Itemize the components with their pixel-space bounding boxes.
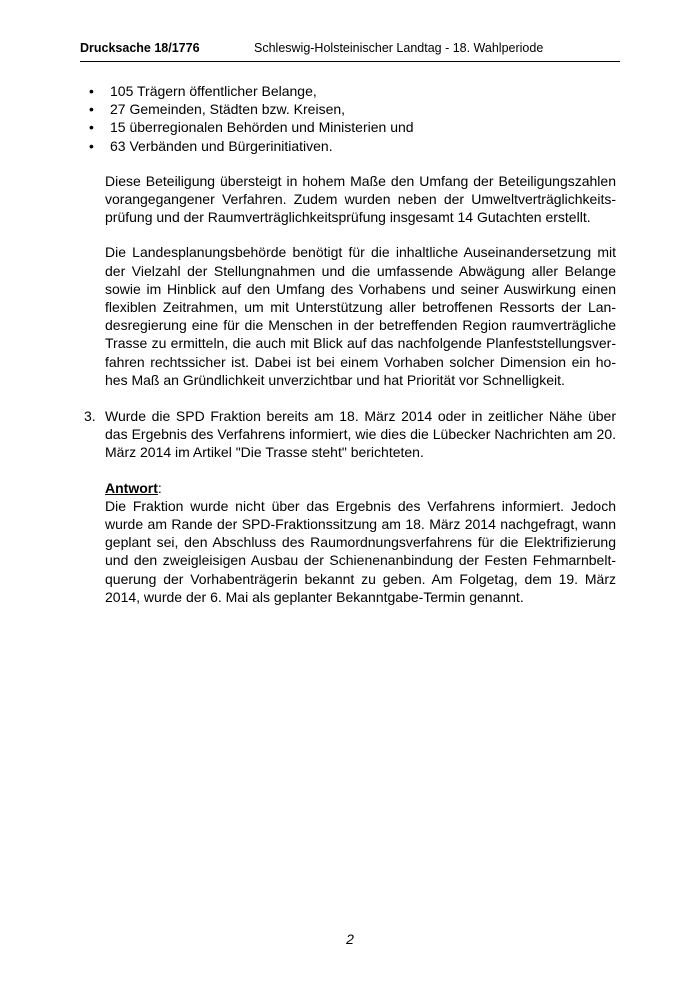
page-content — [84, 82, 617, 606]
parliament-title: Schleswig-Holsteinischer Landtag - 18. Wahlperiode — [254, 41, 544, 55]
question-3: 3. Wurde die SPD Fraktion bereits am 18. März 2014 oder in zeitlicher Nähe über das Ergebnis des Verfahrens informiert, wie dies die Lübecker Nachrichten am 20. März 2014 im Artikel "Die Trasse steht" berichteten. — [84, 408, 617, 461]
page-number: 2 — [346, 931, 354, 947]
bullet-icon: • — [89, 101, 94, 118]
bullet-icon: • — [89, 137, 94, 154]
bullet-list — [87, 82, 616, 155]
list-item: • 105 Trägern öffentlicher Belange, — [89, 83, 317, 99]
bullet-icon: • — [89, 83, 94, 99]
paragraph-planning-authority: Die Landesplanungsbehörde benötigt für die inhaltliche Auseinandersetzung mit der Vielzahl der Stellungnahmen und die umfassende Abwägung aller Belange sowie im Hinblick auf den Umfang des Vorhabens und seiner Auswirkung einen flexiblen Zeitrahmen, um mit Unterstützung aller betroffenen Ressorts der Lan-desregierung eine für die Menschen in der betreffenden Region raumverträgliche Trasse zu ermitteln, die auch mit Blick auf das nachfolgende Planfeststellungsver-fahren rechtssicher ist. Dabei ist bei einem Vorhaben solcher Dimension ein ho-hes Maß an Gründlichkeit unverzichtbar und hat Priorität vor Schnelligkeit. — [105, 244, 616, 388]
list-item: • 15 überregionalen Behörden und Ministerien und — [89, 119, 414, 136]
list-item: • 27 Gemeinden, Städten bzw. Kreisen, — [89, 101, 346, 118]
bullet-icon: • — [89, 119, 94, 136]
page-header — [80, 41, 620, 62]
paragraph-participation: Diese Beteiligung übersteigt in hohem Maße den Umfang der Beteiligungszahlen vorangegangener Verfahren. Zudem wurden neben der Umweltverträglichkeits- prüfung und der Raumverträglichkeitsprüfung insgesamt 14 Gutachten erstellt. — [105, 172, 616, 226]
list-item: • 63 Verbänden und Bürgerinitiativen. — [89, 137, 333, 154]
question-number: 3. — [84, 408, 96, 425]
document-number: Drucksache 18/1776 — [80, 41, 200, 55]
answer-label: Antwort — [105, 479, 158, 496]
answer-heading: Antwort: — [105, 479, 162, 496]
answer-text: Die Fraktion wurde nicht über das Ergebnis des Verfahrens informiert. Jedoch wurde am Rande der SPD-Fraktionssitzung am 18. März 2014 nachgefragt, wann geplant sei, den Abschluss des Raumordnungsverfahrens für die Elektrifizierung und den zweigleisigen Ausbau der Schienenanbindung der Festen Fehmarnbelt-querung der Vorhabenträgerin bekannt zu geben. Am Folgetag, dem 19. März 2014, wurde der 6. Mai als geplanter Bekanntgabe-Termin genannt. — [105, 497, 616, 605]
